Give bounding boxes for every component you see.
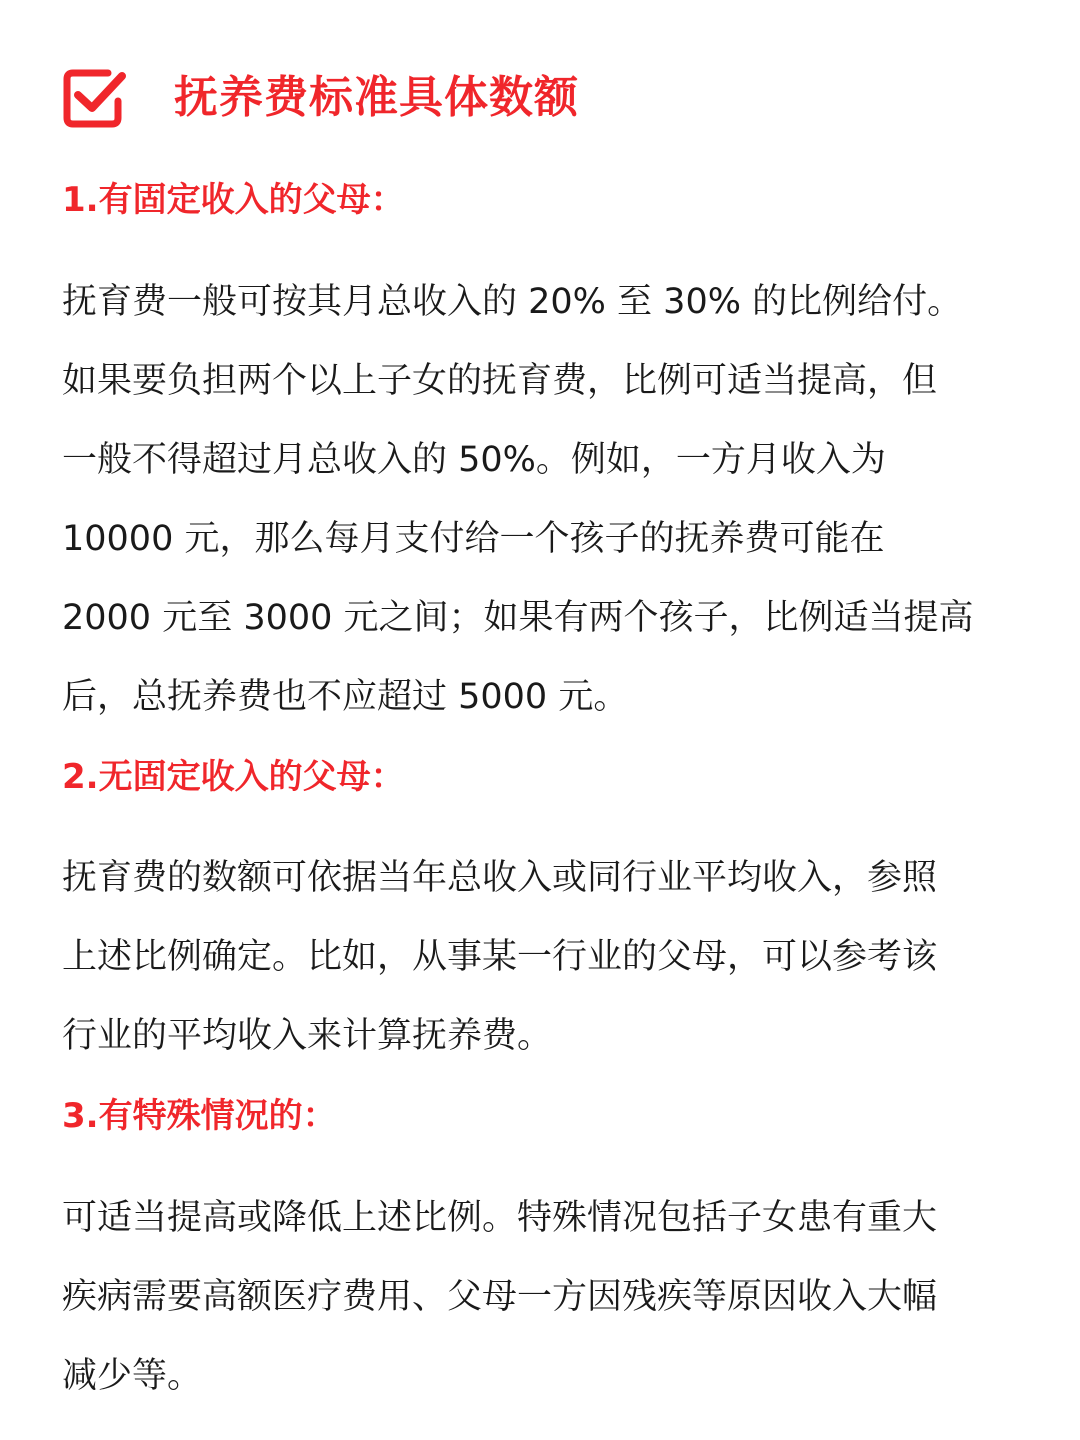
title-row — [60, 64, 579, 132]
section-paragraph — [62, 263, 1022, 737]
page-title: 抚养费标准具体数额 — [174, 72, 579, 123]
section-heading: 3.有特殊情况的： — [62, 1096, 337, 1136]
section-paragraph — [62, 1179, 1022, 1416]
section-no-fixed-income — [62, 752, 1022, 1076]
paragraph-line: 上述比例确定。比如，从事某一行业的父母，可以参考该 — [62, 937, 938, 977]
checkbox-checked-icon — [60, 65, 126, 131]
paragraph-line: 疾病需要高额医疗费用、父母一方因残疾等原因收入大幅 — [62, 1277, 938, 1317]
section-heading: 1.有固定收入的父母： — [62, 180, 405, 220]
paragraph-line: 后，总抚养费也不应超过 5000 元。 — [62, 677, 629, 717]
section-paragraph — [62, 839, 1022, 1076]
paragraph-line: 行业的平均收入来计算抚养费。 — [62, 1016, 553, 1056]
section-special-cases — [62, 1091, 1022, 1416]
paragraph-line: 一般不得超过月总收入的 50%。例如，一方月收入为 — [62, 440, 886, 480]
paragraph-line: 抚育费一般可按其月总收入的 20% 至 30% 的比例给付。 — [62, 282, 963, 322]
paragraph-line: 可适当提高或降低上述比例。特殊情况包括子女患有重大 — [62, 1198, 938, 1238]
section-heading: 2.无固定收入的父母： — [62, 757, 405, 797]
paragraph-line: 减少等。 — [62, 1356, 203, 1396]
paragraph-line: 抚育费的数额可依据当年总收入或同行业平均收入，参照 — [62, 858, 938, 898]
section-fixed-income — [62, 175, 1022, 737]
paragraph-line: 10000 元，那么每月支付给一个孩子的抚养费可能在 — [62, 519, 885, 559]
paragraph-line: 2000 元至 3000 元之间；如果有两个孩子，比例适当提高 — [62, 598, 974, 638]
paragraph-line: 如果要负担两个以上子女的抚育费，比例可适当提高，但 — [62, 361, 938, 401]
